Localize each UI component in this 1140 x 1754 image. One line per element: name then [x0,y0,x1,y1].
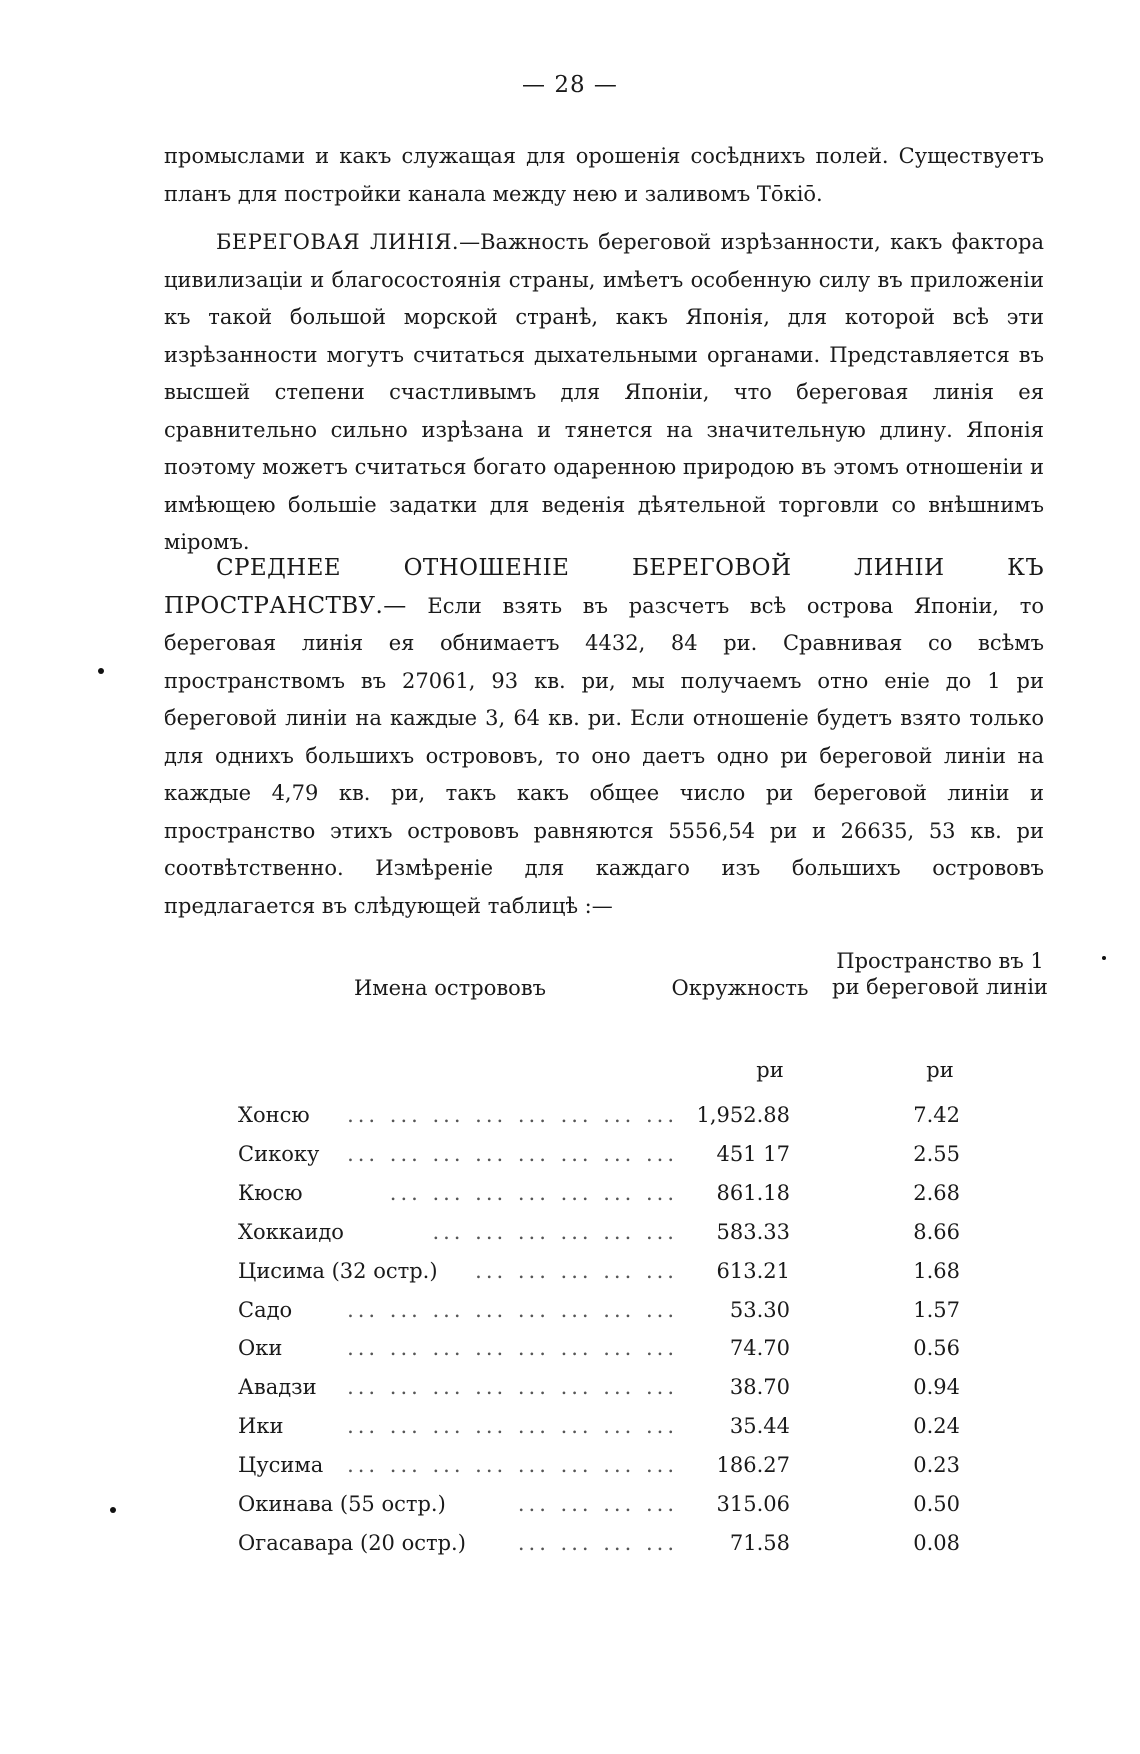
space-value: 2.68 [913,1180,960,1205]
island-name: Хонсю [238,1103,310,1127]
leader-dots: ... ... ... ... ... ... ... ... [347,1414,678,1439]
header-circumference: Окружность [671,976,809,1000]
space-value: 1.57 [913,1297,960,1322]
leader-dots: ... ... ... ... [517,1492,678,1516]
circumference-value: 861.18 [716,1180,790,1205]
island-name: Цусима [238,1453,324,1478]
table-row [0,1336,1140,1374]
header-space-per-ri: Пространство въ 1 ри береговой линiи [832,949,1048,999]
ratio-body: Если взять въ разсчетъ всѣ острова Японiи, то береговая линiя ея обнимаетъ 4432, 84 ри. Сравнивая со всѣмъ пространствомъ въ 27061, 93 кв. ри, мы получаемъ отно еніе до 1 ри береговой линiи на каждые 3, 64 кв. ри. Если отношенiе будетъ взято только для однихъ большихъ острововъ, то оно даетъ одно ри береговой линiи на каждые 4,79 кв. ри, такъ какъ общее число ри береговой линiи и пространство этихъ острововъ равняются 5556,54 ри и 26635, 53 кв. ри соотвѣтственно. Измѣренiе для каждаго изъ большихъ острововъ предлагается въ слѣдующей таблицѣ :— [164,593,1044,918]
ink-speck [98,668,104,674]
leader-dots: ... ... ... ... [517,1530,678,1555]
circumference-value: 71.58 [729,1530,790,1555]
leader-dots: ... ... ... ... ... ... ... ... [347,1141,678,1166]
space-value: 0.23 [913,1453,960,1478]
space-value: 0.94 [913,1375,960,1400]
table-row [0,1298,1140,1336]
unit-space: ри [926,1058,954,1082]
island-name: Цисима (32 остр.) [238,1258,438,1283]
island-name: Ики [238,1414,284,1439]
circumference-value: 35.44 [729,1414,790,1439]
table-row [0,1375,1140,1413]
circumference-value: 583.33 [716,1219,790,1244]
circumference-value: 38.70 [729,1375,790,1400]
island-name: Хоккаидо [238,1219,344,1244]
space-value: 1.68 [913,1258,960,1283]
space-value: 0.50 [913,1492,960,1516]
circumference-value: 613.21 [716,1258,790,1283]
ratio-heading: СРЕДНЕЕ ОТНОШЕНIЕ БЕРЕГОВОЙ ЛИНIИ КЪ ПРОСТРАНСТВУ.— [164,555,1044,619]
leader-dots: ... ... ... ... ... [475,1258,678,1283]
leader-dots: ... ... ... ... ... ... ... ... [347,1375,678,1400]
space-value: 2.55 [913,1141,960,1166]
circumference-value: 451 17 [716,1141,790,1166]
leader-dots: ... ... ... ... ... ... ... ... [347,1336,678,1361]
unit-circumference: ри [756,1058,784,1082]
island-name: Оки [238,1336,283,1361]
space-value: 0.08 [913,1530,960,1555]
circumference-value: 74.70 [729,1336,790,1361]
paragraph-irrigation: промыслами и какъ служащая для орошенія сосѣднихъ полей. Существуетъ планъ для постройки канала между нею и заливомъ Тōкiō. [164,144,1044,206]
table-row [0,1103,1140,1141]
table-row [0,1492,1140,1530]
ink-speck [1102,956,1106,960]
island-name: Кюсю [238,1180,303,1205]
header-island-names: Имена острововъ [353,976,547,1000]
circumference-value: 186.27 [716,1453,790,1478]
coastline-heading: БЕРЕГОВАЯ ЛИНIЯ. [216,230,460,254]
space-value: 0.56 [913,1336,960,1361]
space-value: 8.66 [913,1219,960,1244]
table-row [0,1142,1140,1180]
table-row [0,1220,1140,1258]
space-value: 0.24 [913,1414,960,1439]
table-row [0,1453,1140,1491]
leader-dots: ... ... ... ... ... ... ... ... [347,1103,678,1127]
coastline-body: —Важность береговой изрѣзанности, какъ фактора цивилизацiи и благосостоянія страны, имѣетъ особенную силу въ приложенiи къ такой большой морской странѣ, какъ Японiя, для которой всѣ эти изрѣзанности могутъ считаться дыхательными органами. Представляется въ высшей степени счастливымъ для Японiи, что береговая линiя ея сравнительно сильно изрѣзана и тянется на значительную длину. Японiя поэтому можетъ считаться богато одаренною природою въ этомъ отношенiи и имѣющею большiе задатки для веденія дѣятельной торговли со внѣшнимъ мiромъ. [164,230,1044,554]
island-name: Сикоку [238,1141,320,1166]
table-row [0,1181,1140,1219]
table-row [0,1259,1140,1297]
island-name: Садо [238,1297,293,1322]
ink-speck [110,1507,116,1513]
island-name: Авадзи [238,1375,317,1400]
island-name: Огасавара (20 остр.) [238,1530,466,1555]
table-row [0,1414,1140,1452]
circumference-value: 53.30 [729,1297,790,1322]
circumference-value: 1,952.88 [696,1103,790,1127]
leader-dots: ... ... ... ... ... ... ... ... [347,1453,678,1478]
circumference-value: 315.06 [716,1492,790,1516]
leader-dots: ... ... ... ... ... ... ... [389,1180,678,1205]
leader-dots: ... ... ... ... ... ... ... ... [347,1297,678,1322]
space-value: 7.42 [913,1103,960,1127]
page-number: — 28 — [522,72,618,98]
island-name: Окинава (55 остр.) [238,1492,446,1516]
leader-dots: ... ... ... ... ... ... [432,1219,678,1244]
table-row [0,1531,1140,1569]
